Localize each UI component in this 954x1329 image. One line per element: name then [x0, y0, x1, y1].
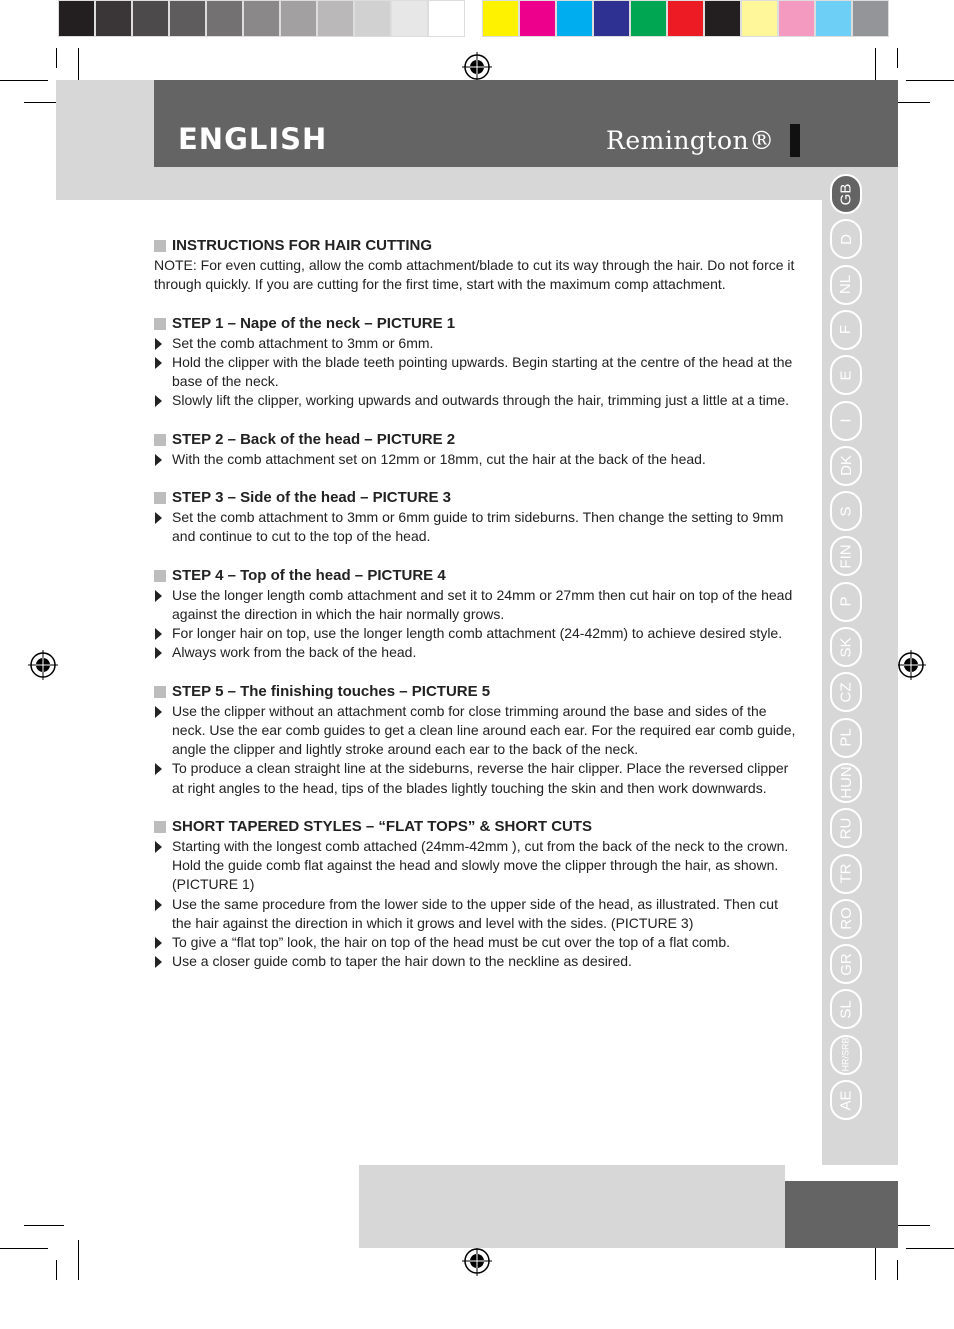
list-item-text: Use a closer guide comb to taper the hair down to the neckline as desired.	[172, 953, 632, 970]
color-swatch	[556, 0, 593, 37]
list-item-text: Hold the clipper with the blade teeth pointing upwards. Begin starting at the centre of the head at the base of the neck.	[172, 354, 793, 390]
footer-band	[359, 1165, 785, 1248]
color-swatch	[391, 0, 428, 37]
section-heading-text: STEP 3 – Side of the head – PICTURE 3	[172, 489, 451, 507]
list-item	[154, 702, 799, 760]
list-item-text: Set the comb attachment to 3mm or 6mm.	[172, 334, 434, 351]
list-item	[154, 643, 799, 662]
language-tab-e[interactable]	[830, 355, 862, 395]
list-item	[154, 624, 799, 643]
triangle-bullet-icon	[155, 763, 162, 775]
section-heading	[154, 566, 799, 585]
registration-mark-icon	[462, 52, 492, 82]
crop-mark	[56, 1260, 57, 1280]
section-heading	[154, 488, 799, 507]
list-item-text: Starting with the longest comb attached (24mm-42mm ), cut from the back of the neck to the crown. Hold the guide comb flat against the head and slowly move the clipper through the hair, as shown. (PICTURE 1)	[172, 838, 789, 893]
section-heading-text: SHORT TAPERED STYLES – “FLAT TOPS” & SHORT CUTS	[172, 817, 593, 835]
instruction-section	[154, 682, 799, 798]
color-swatch	[58, 0, 95, 37]
language-tab-d[interactable]	[830, 219, 862, 259]
heading-square-icon	[154, 492, 166, 504]
language-tab-pl[interactable]	[830, 718, 862, 758]
instruction-section	[154, 430, 799, 469]
language-tab-label: RU	[837, 817, 855, 840]
triangle-bullet-icon	[155, 647, 162, 659]
heading-square-icon	[154, 240, 166, 252]
brand-logo: Remington®	[606, 126, 775, 155]
note-text: NOTE: For even cutting, allow the comb attachment/blade to cut its way through the hair. Do not force it through quickly. If you are cutting for the first time, start with the maximum comp attachment.	[154, 257, 795, 293]
triangle-bullet-icon	[155, 357, 162, 369]
language-tab-sk[interactable]	[830, 627, 862, 667]
language-tab-label: NL	[837, 275, 855, 295]
language-tab-ae[interactable]	[830, 1080, 862, 1120]
bullet-list	[154, 450, 799, 469]
crop-mark	[0, 1248, 48, 1249]
crop-mark	[906, 80, 954, 81]
section-heading-text: STEP 5 – The finishing touches – PICTURE 5	[172, 682, 491, 700]
language-tab-nl[interactable]	[830, 265, 862, 305]
crop-mark	[897, 1260, 898, 1280]
color-swatch	[852, 0, 889, 37]
color-swatch	[206, 0, 243, 37]
language-tab-label: FIN	[837, 544, 855, 569]
color-swatch	[354, 0, 391, 37]
registration-mark-icon	[462, 1246, 492, 1276]
language-tab-label: I	[837, 418, 855, 423]
page-title: ENGLISH	[178, 122, 328, 156]
bullet-list	[154, 586, 799, 663]
color-swatch	[95, 0, 132, 37]
list-item-text: Use the same procedure from the lower side to the upper side of the head, as illustrated. Then cut the hair against the direction in which it grows and level with the sides. (PICTURE 3)	[172, 895, 778, 931]
list-item	[154, 837, 799, 895]
list-item-text: Use the clipper without an attachment comb for close trimming around the base and sides of the neck. Use the ear comb guides to get a clean line around each ear. For the required ear comb guide, angle the clipper and lightly stroke around each ear to the back of the neck.	[172, 702, 796, 758]
list-item	[154, 391, 799, 410]
color-swatch	[317, 0, 354, 37]
instruction-section	[154, 236, 799, 295]
language-tab-ru[interactable]	[830, 808, 862, 848]
language-tab-label: RO	[837, 907, 855, 931]
section-heading	[154, 236, 799, 255]
triangle-bullet-icon	[155, 395, 162, 407]
list-item	[154, 952, 799, 971]
list-item-text: For longer hair on top, use the longer length comb attachment (24-42mm) to achieve desired style.	[172, 625, 783, 642]
language-tab-gr[interactable]	[830, 944, 862, 984]
list-item	[154, 933, 799, 952]
section-heading-text: STEP 1 – Nape of the neck – PICTURE 1	[172, 314, 456, 332]
brand-logo-bar	[790, 124, 800, 157]
list-item-text: To produce a clean straight line at the sideburns, reverse the hair clipper. Place the reversed clipper at right angles to the head, tips of the blades lightly touching the skin and then work downwards.	[172, 760, 789, 796]
list-item	[154, 586, 799, 624]
language-tab-hr-srb[interactable]	[830, 1035, 862, 1075]
triangle-bullet-icon	[155, 956, 162, 968]
language-tab-label: DK	[837, 455, 855, 477]
bullet-list	[154, 334, 799, 411]
language-tab-i[interactable]	[830, 401, 862, 441]
heading-square-icon	[154, 821, 166, 833]
list-item-text: Use the longer length comb attachment and set it to 24mm or 27mm then cut hair on top of the head against the direction in which the hair normally grows.	[172, 586, 793, 623]
color-swatch	[704, 0, 741, 37]
triangle-bullet-icon	[155, 590, 162, 602]
language-tab-p[interactable]	[830, 582, 862, 622]
list-item	[154, 334, 799, 353]
section-heading	[154, 682, 799, 701]
language-tab-ro[interactable]	[830, 899, 862, 939]
language-sidebar	[822, 167, 898, 1165]
triangle-bullet-icon	[155, 937, 162, 949]
color-swatch	[280, 0, 317, 37]
list-item	[154, 759, 799, 797]
footer-page-tab	[785, 1181, 898, 1248]
heading-square-icon	[154, 686, 166, 698]
section-heading	[154, 314, 799, 333]
language-tab-f[interactable]	[830, 310, 862, 350]
section-heading-text: STEP 2 – Back of the head – PICTURE 2	[172, 430, 456, 448]
language-tab-label: S	[837, 506, 855, 517]
registration-mark-icon	[28, 650, 58, 680]
instruction-section	[154, 566, 799, 663]
triangle-bullet-icon	[155, 628, 162, 640]
color-swatch	[630, 0, 667, 37]
crop-mark	[0, 80, 48, 81]
instructions-content	[154, 236, 799, 991]
triangle-bullet-icon	[155, 454, 162, 466]
triangle-bullet-icon	[155, 899, 162, 911]
crop-mark	[24, 1225, 64, 1226]
grayscale-color-bar	[58, 0, 465, 38]
language-tab-label: AE	[837, 1089, 855, 1111]
section-heading	[154, 430, 799, 449]
crop-mark	[78, 1240, 79, 1280]
heading-square-icon	[154, 434, 166, 446]
language-tab-fin[interactable]	[830, 536, 862, 576]
crop-mark	[906, 1248, 954, 1249]
list-item	[154, 353, 799, 391]
list-item	[154, 450, 799, 469]
instruction-section	[154, 817, 799, 972]
bullet-list	[154, 837, 799, 971]
triangle-bullet-icon	[155, 841, 162, 853]
color-swatch	[132, 0, 169, 37]
language-tab-label: HUN	[837, 766, 855, 800]
list-item-text: To give a “flat top” look, the hair on top of the head must be cut over the top of a flat comb.	[172, 934, 730, 951]
language-tab-cz[interactable]	[830, 672, 862, 712]
color-swatch	[667, 0, 704, 37]
list-item	[154, 895, 799, 933]
section-heading-text: INSTRUCTIONS FOR HAIR CUTTING	[172, 237, 432, 254]
crop-mark	[56, 48, 57, 68]
language-tab-label: P	[837, 596, 855, 607]
triangle-bullet-icon	[155, 706, 162, 718]
color-swatch	[482, 0, 519, 37]
list-item-text: Always work from the back of the head.	[172, 644, 417, 661]
color-swatch	[593, 0, 630, 37]
section-heading	[154, 817, 799, 836]
list-item-text: With the comb attachment set on 12mm or 18mm, cut the hair at the back of the head.	[172, 450, 706, 467]
color-swatch	[428, 0, 465, 37]
language-tab-label: F	[837, 325, 855, 335]
triangle-bullet-icon	[155, 338, 162, 350]
language-tab-hun[interactable]	[830, 763, 862, 803]
instruction-section	[154, 488, 799, 547]
language-tab-label: E	[837, 370, 855, 381]
list-item	[154, 508, 799, 546]
list-item-text: Set the comb attachment to 3mm or 6mm guide to trim sideburns. Then change the setting to 9mm and continue to cut to the top of the head.	[172, 509, 784, 545]
language-tab-s[interactable]	[830, 491, 862, 531]
language-tab-label: SK	[837, 636, 855, 658]
language-tab-label: GB	[837, 183, 855, 205]
language-tab-label: D	[837, 233, 855, 245]
color-swatch	[243, 0, 280, 37]
instruction-section	[154, 314, 799, 411]
language-tab-label: GR	[837, 952, 855, 976]
process-color-bar	[482, 0, 889, 38]
color-swatch	[519, 0, 556, 37]
page-header	[154, 80, 898, 167]
list-item-text: Slowly lift the clipper, working upwards and outwards through the hair, trimming just a little at a time.	[172, 392, 790, 409]
heading-square-icon	[154, 570, 166, 582]
language-tab-gb[interactable]	[830, 174, 862, 214]
language-tab-label: HR/SRB	[840, 1037, 851, 1072]
bullet-list	[154, 508, 799, 546]
language-tab-label: CZ	[837, 682, 855, 703]
color-swatch	[778, 0, 815, 37]
section-heading-text: STEP 4 – Top of the head – PICTURE 4	[172, 566, 446, 584]
language-tab-tr[interactable]	[830, 854, 862, 894]
color-swatch	[815, 0, 852, 37]
language-tab-label: SL	[837, 1000, 855, 1019]
language-tab-label: TR	[837, 863, 855, 884]
heading-square-icon	[154, 318, 166, 330]
registration-mark-icon	[896, 650, 926, 680]
crop-mark	[897, 48, 898, 68]
language-tab-dk[interactable]	[830, 446, 862, 486]
color-swatch	[741, 0, 778, 37]
language-tab-label: PL	[837, 728, 855, 747]
color-swatch	[169, 0, 206, 37]
triangle-bullet-icon	[155, 512, 162, 524]
bullet-list	[154, 702, 799, 798]
language-tab-sl[interactable]	[830, 989, 862, 1029]
